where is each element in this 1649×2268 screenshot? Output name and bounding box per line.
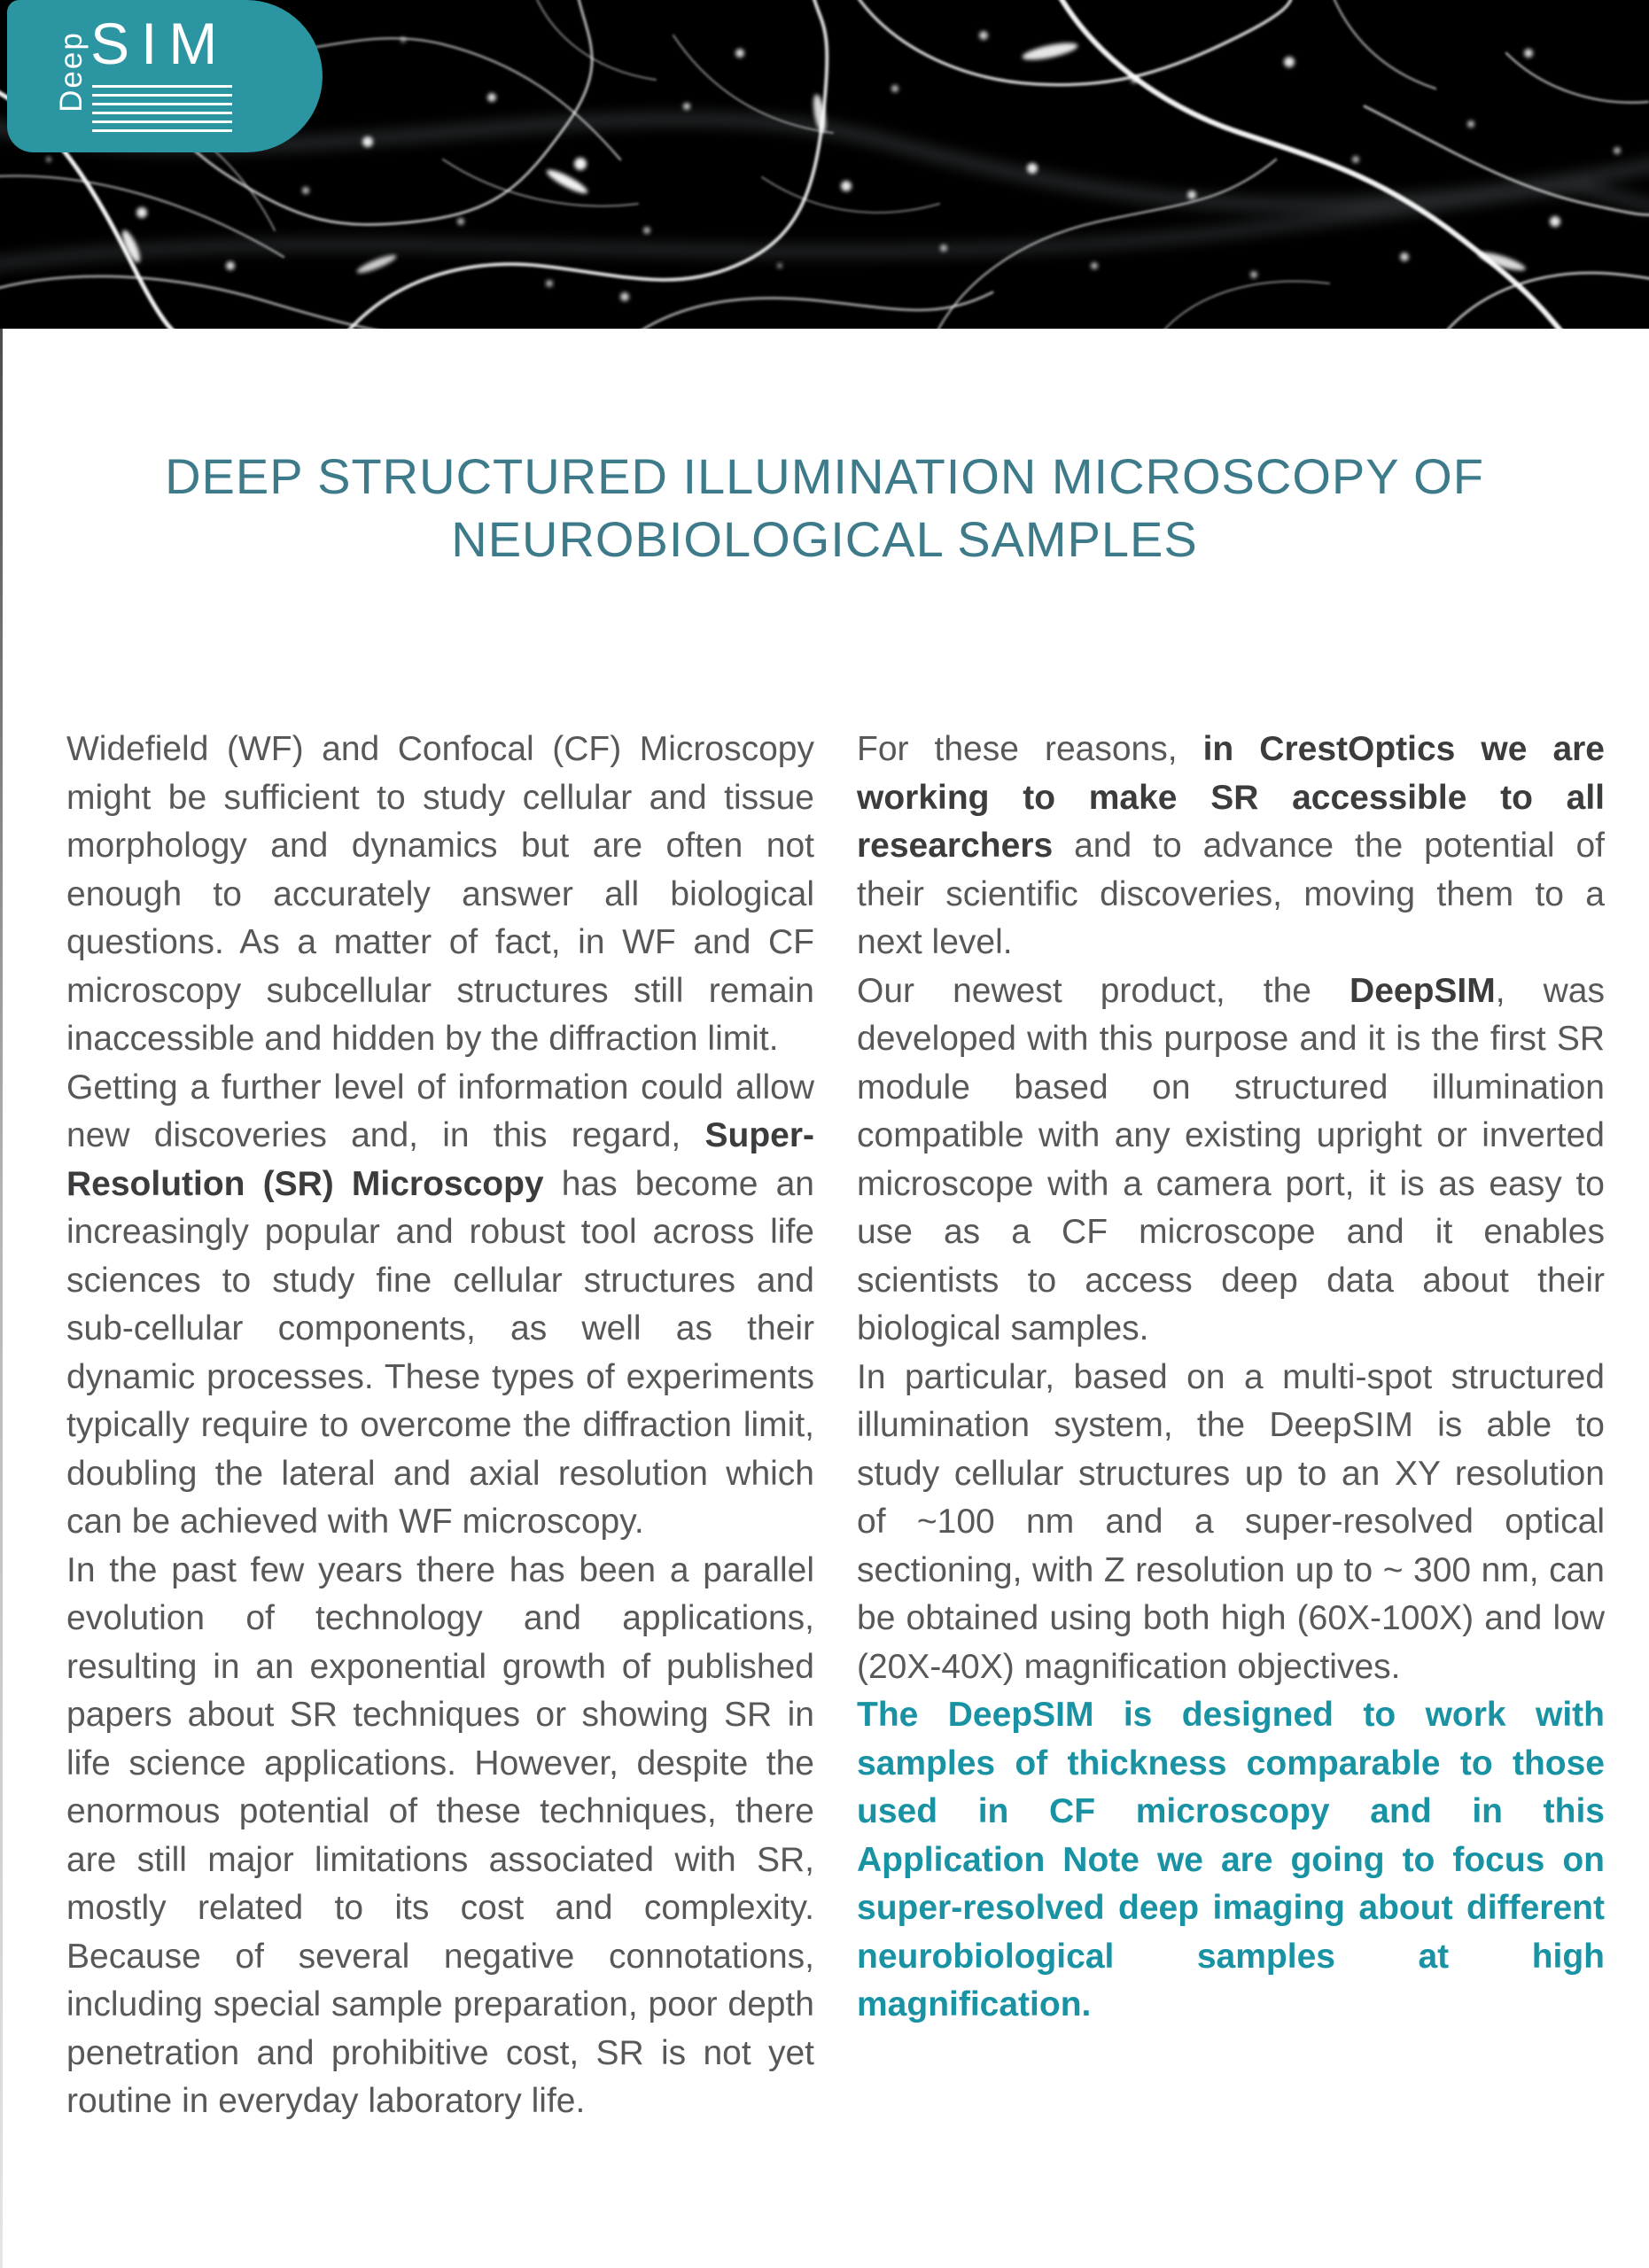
body-columns — [0, 571, 1649, 2126]
title-line-2: NEUROBIOLOGICAL SAMPLES — [451, 511, 1198, 567]
text-run: For these reasons, — [857, 730, 1203, 768]
text-run-teal: The DeepSIM is designed to work with samples of thickness comparable to those used in CF microscopy and in this Application Note we are going to focus on super-resolved deep imaging about different neurobiological samples at high magnification. — [857, 1696, 1605, 2023]
text-run: Getting a further level of information could allow new discoveries and, in this regard, — [66, 1068, 814, 1154]
paragraph-wf-cf-limits — [66, 726, 814, 1064]
deepsim-logo — [7, 0, 323, 152]
logo-decor-lines — [92, 85, 232, 132]
paragraph-deepsim-resolution — [857, 1354, 1605, 1692]
paragraph-sr-microscopy — [66, 1064, 814, 1547]
header-image-band — [0, 0, 1649, 329]
paragraph-crestoptics-mission — [857, 726, 1605, 967]
text-run: Our newest product, the — [857, 971, 1350, 1010]
title-line-1: DEEP STRUCTURED ILLUMINATION MICROSCOPY OF — [165, 448, 1484, 504]
page-edge-line — [0, 329, 3, 2268]
left-column — [66, 726, 814, 2126]
paragraph-sr-limitations — [66, 1547, 814, 2126]
text-run: and to advance the potential of their scientific discoveries, moving them to a next level. — [857, 827, 1605, 961]
page-title — [35, 445, 1614, 571]
text-run-bold: in CrestOptics we are working to make SR accessible to all researchers — [857, 730, 1605, 865]
logo-sim-text: SIM — [90, 11, 229, 76]
right-column — [857, 726, 1605, 2126]
paragraph-deepsim-product — [857, 967, 1605, 1354]
text-run: In particular, based on a multi-spot structured illumination system, the DeepSIM is able to study cellular structures up to an XY resolution of ~100 nm and a super-resolved optical sectioning, with Z resolution up to ~ 300 nm, can be obtained using both high (60X-100X) and low (20X-40X) magnification objectives. — [857, 1357, 1605, 1686]
paragraph-application-note-focus — [857, 1691, 1605, 2030]
text-run-bold: DeepSIM — [1350, 971, 1496, 1010]
text-run: has become an increasingly popular and robust tool across life sciences to study fine cellular structures and sub-cellular components, as well as their dynamic processes. These types of experiments typically require to overcome the diffraction limit, doubling the lateral and axial resolution which can be achieved with WF microscopy. — [66, 1164, 815, 1541]
text-run-bold: Super-Resolution (SR) Microscopy — [66, 1116, 814, 1203]
text-run: In the past few years there has been a parallel evolution of technology and applications, resulting in an exponential growth of published papers about SR techniques or showing SR in life science applications. However, despite the enormous potential of these techniques, there are still major limitations associated with SR, mostly related to its cost and complexity. Because of several negative connotations, including special sample preparation, poor depth penetration and prohibitive cost, SR is not yet routine in everyday laboratory life. — [66, 1550, 814, 2120]
text-run: , was developed with this purpose and it is the first SR module based on structured illumination compatible with any existing upright or inverted microscope with a camera port, it is as easy to use as a CF microscope and it enables scientists to access deep data about their biological samples. — [857, 971, 1606, 1348]
text-run: Widefield (WF) and Confocal (CF) Microscopy might be sufficient to study cellular and tissue morphology and dynamics but are often not enough to accurately answer all biological questions. As a matter of fact, in WF and CF microscopy subcellular structures still remain inaccessible and hidden by the diffraction limit. — [66, 730, 814, 1058]
logo-deep-vertical-text: Deep — [54, 31, 89, 113]
